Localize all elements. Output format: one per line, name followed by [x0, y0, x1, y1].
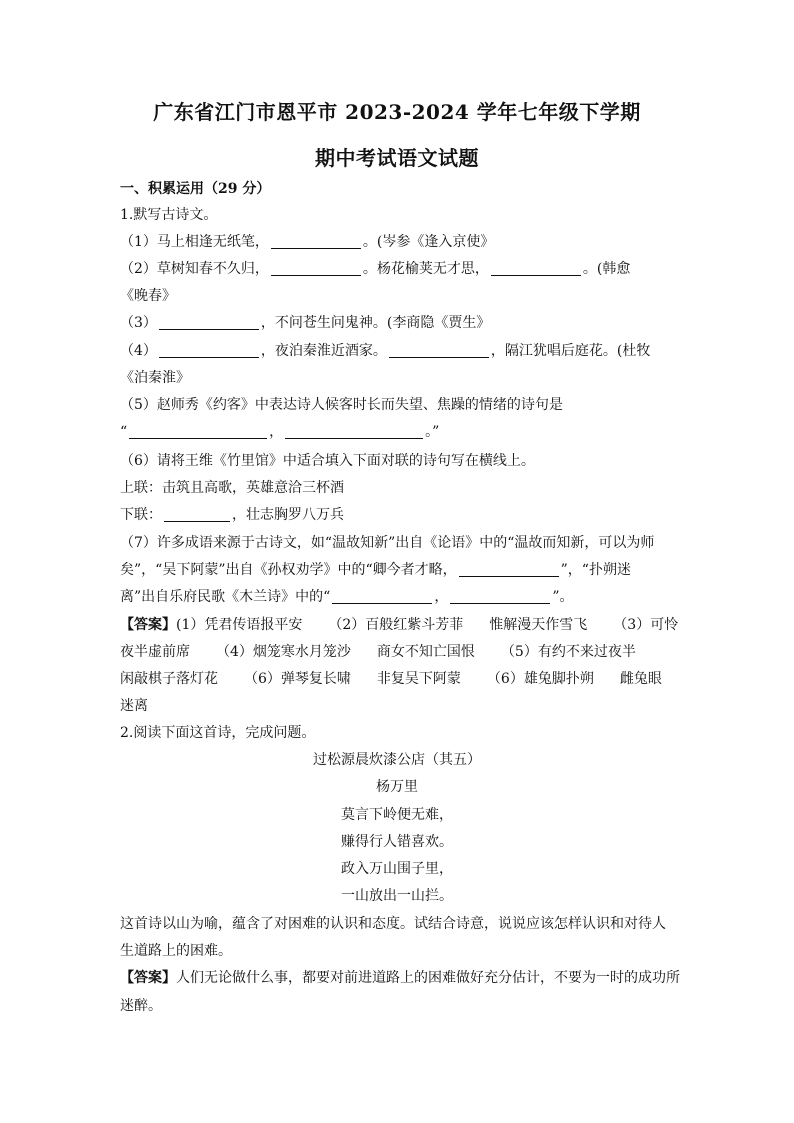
- question-1-part-7-l3: [120, 584, 680, 610]
- answer-2-line-2: 迷醉。: [120, 998, 162, 1014]
- section-heading: 一、积累运用（29 分）: [120, 181, 271, 197]
- question-1-part-4-cont: 《泊秦淮》: [120, 370, 190, 386]
- text-span: 夜半虚前席: [120, 644, 190, 660]
- text-span: “: [120, 424, 128, 440]
- text-span: （2）百般红紫斗芳菲: [328, 617, 464, 633]
- text-span: （4）: [120, 343, 157, 359]
- poem-line: 政入万山围子里，: [341, 861, 453, 877]
- answer-blank: [164, 507, 230, 522]
- text-span: ，不问苍生问鬼神。(李商隐《贾生》: [260, 315, 491, 331]
- text-span: 商女不知亡国恨: [376, 644, 475, 660]
- text-span: ，: [269, 424, 284, 440]
- text-span: 。”: [425, 424, 440, 440]
- text-span: ，壮志胸罗八万兵: [232, 507, 344, 523]
- answer-blank: [129, 424, 267, 439]
- answer-blank: [332, 589, 432, 604]
- text-span: ，: [434, 589, 449, 605]
- text-span: （3）: [120, 315, 157, 331]
- text-span: ”，“扑朔迷: [560, 562, 631, 578]
- text-span: （5）有约不来过夜半: [500, 644, 636, 660]
- question-1-part-7-l2: [120, 557, 680, 583]
- answer-blank: [459, 562, 559, 577]
- answer-blank: [285, 424, 423, 439]
- poem-line: 一山放出一山拦。: [341, 888, 453, 904]
- text-span: 。(岑参《逢入京使》: [362, 234, 495, 250]
- document-title-line1: 广东省江门市恩平市 2023-2024 学年七年级下学期: [153, 100, 641, 124]
- question-2-prompt: 这首诗以山为喻，蕴含了对困难的认识和态度。试结合诗意，说说应该怎样认识和对待人: [120, 916, 666, 932]
- answer-blank: [389, 343, 489, 358]
- text-span: （3）可怜: [613, 617, 679, 633]
- question-1-part-5-blanks: [120, 419, 680, 445]
- question-1-part-2: [120, 256, 680, 282]
- answer-2-line-1: [120, 965, 680, 991]
- text-span: 闲敲棋子落灯花: [120, 671, 218, 687]
- answer-label: 【答案】: [120, 617, 176, 633]
- answer-label: 【答案】: [120, 970, 176, 986]
- answer-blank: [271, 261, 361, 276]
- text-span: （6）雄兔脚扑朔: [486, 671, 594, 687]
- question-1-stem: 1.默写古诗文。: [120, 207, 218, 223]
- answer-blank: [159, 315, 259, 330]
- text-span: （6）弹琴复长啸: [244, 671, 351, 687]
- question-1-part-2-cont: 《晚春》: [120, 288, 176, 304]
- answer-1-line-3: [120, 666, 680, 692]
- text-span: （1）马上相逢无纸笔，: [120, 234, 269, 250]
- text-span: 非复吴下阿蒙: [376, 671, 461, 687]
- answer-blank: [491, 261, 581, 276]
- text-span: ，隔江犹唱后庭花。(杜牧: [490, 343, 651, 359]
- answer-blank: [159, 343, 259, 358]
- text-span: 矣”，“吴下阿蒙”出自《孙权劝学》中的“卿今者才略，: [120, 562, 457, 578]
- text-span: (1）凭君传语报平安: [176, 617, 303, 633]
- text-span: 下联：: [120, 507, 162, 523]
- text-span: 离”出自乐府民歌《木兰诗》中的“: [120, 589, 331, 605]
- text-span: ，夜泊秦淮近酒家。: [260, 343, 387, 359]
- document-title-line2: 期中考试语文试题: [315, 146, 479, 170]
- question-1-part-3: [120, 310, 680, 336]
- text-span: ”。: [552, 589, 574, 605]
- text-span: 雌兔眼: [619, 671, 662, 687]
- poem-line: 莫言下岭便无难，: [341, 807, 453, 823]
- question-1-part-6: （6）请将王维《竹里馆》中适合填入下面对联的诗句写在横线上。: [120, 453, 535, 469]
- answer-1-line-2: [120, 639, 680, 665]
- poem-line: 赚得行人错喜欢。: [341, 834, 453, 850]
- answer-1-line-1: [120, 612, 680, 638]
- text-span: （2）草树知春不久归，: [120, 261, 269, 277]
- poem-author: 杨万里: [376, 779, 418, 795]
- text-span: 。杨花榆荚无才思，: [362, 261, 489, 277]
- question-2-prompt-cont: 生道路上的困难。: [120, 943, 232, 959]
- poem-title: 过松源晨炊漆公店（其五）: [313, 752, 481, 768]
- question-1-part-5: （5）赵师秀《约客》中表达诗人候客时长而失望、焦躁的情绪的诗句是: [120, 397, 563, 413]
- text-span: 人们无论做什么事，都要对前进道路上的困难做好充分估计，不要为一时的成功所: [176, 970, 680, 986]
- text-span: （4）烟笼寒水月笼沙: [216, 644, 351, 660]
- answer-blank: [450, 589, 550, 604]
- text-span: 。(韩愈: [582, 261, 631, 277]
- answer-1-line-4: 迷离: [120, 698, 148, 714]
- couplet-upper: 上联：击筑且高歌，英雄意洽三杯酒: [120, 480, 344, 496]
- answer-blank: [271, 234, 361, 249]
- question-1-part-7: （7）许多成语来源于古诗文，如“温故知新”出自《论语》中的“温故而知新，可以为师: [120, 535, 655, 551]
- couplet-lower: [120, 502, 680, 528]
- question-1-part-4: [120, 338, 680, 364]
- text-span: 惟解漫天作雪飞: [489, 617, 588, 633]
- question-1-part-1: [120, 229, 680, 255]
- question-2-stem: 2.阅读下面这首诗，完成问题。: [120, 725, 316, 741]
